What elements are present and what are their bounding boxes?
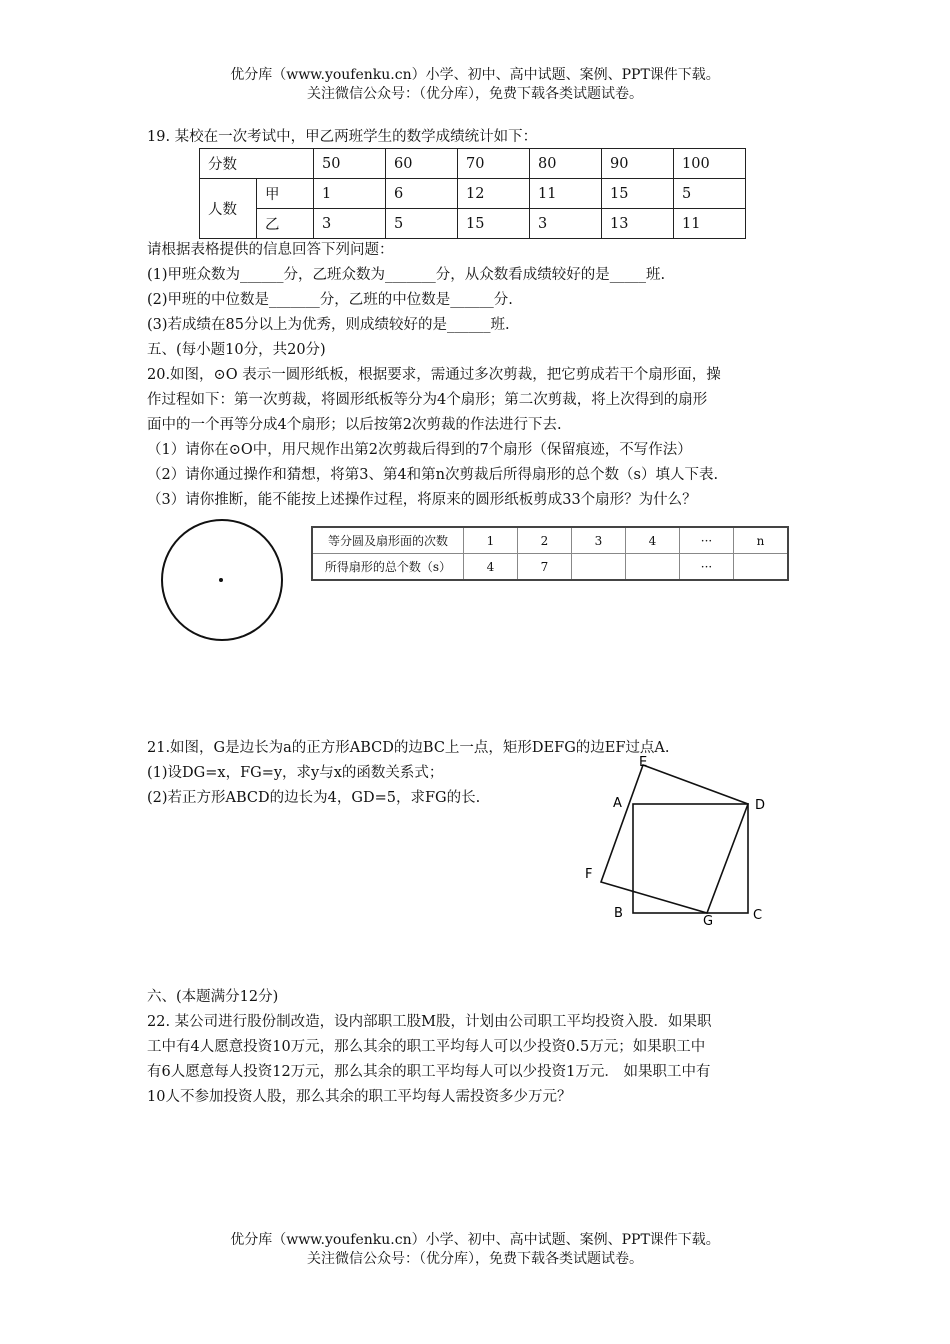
geometry-figure xyxy=(576,752,776,932)
sector-total-cell xyxy=(734,554,789,581)
label-e: E xyxy=(639,755,648,770)
circle-center-point xyxy=(219,578,223,582)
score-cell: 70 xyxy=(458,149,530,179)
class-b-cell: 3 xyxy=(314,209,386,239)
class-a-cell: 6 xyxy=(386,179,458,209)
q21-line-3: (2)若正方形ABCD的边长为4，GD=5，求FG的长. xyxy=(147,790,481,806)
page-footer xyxy=(0,1231,950,1269)
q19-title: 19. 某校在一次考试中，甲乙两班学生的数学成绩统计如下： xyxy=(147,129,538,145)
section-6-title: 六、(本题满分12分) xyxy=(147,989,279,1005)
class-a-cell: 12 xyxy=(458,179,530,209)
count-header: 人数 xyxy=(200,179,257,239)
score-cell: 80 xyxy=(530,149,602,179)
cut-count-cell: ··· xyxy=(680,527,734,554)
table-row xyxy=(200,209,746,239)
q19-part-1: (1)甲班众数为______分，乙班众数为_______分，从众数看成绩较好的是_____班. xyxy=(147,267,666,283)
cut-count-cell: 3 xyxy=(572,527,626,554)
q22-line-4: 10人不参加投资人股，那么其余的职工平均每人需投资多少万元？ xyxy=(147,1089,572,1105)
class-a-label: 甲 xyxy=(257,179,314,209)
table-row xyxy=(200,179,746,209)
class-a-cell: 11 xyxy=(530,179,602,209)
sector-total-cell: 7 xyxy=(518,554,572,581)
q20-line-1: 20.如图，⊙O 表示一圆形纸板，根据要求，需通过多次剪裁，把它剪成若干个扇形面，操 xyxy=(147,367,721,383)
cut-count-cell: 1 xyxy=(464,527,518,554)
q21-line-1: 21.如图，G是边长为a的正方形ABCD的边BC上一点，矩形DEFG的边EF过点A. xyxy=(147,740,670,756)
footer-line-1: 优分库（www.youfenku.cn）小学、初中、高中试题、案例、PPT课件下载。 xyxy=(230,1232,720,1248)
sector-total-cell: ··· xyxy=(680,554,734,581)
label-b: B xyxy=(614,906,623,921)
cut-count-cell: 2 xyxy=(518,527,572,554)
score-header: 分数 xyxy=(200,149,314,179)
class-b-cell: 11 xyxy=(674,209,746,239)
class-b-cell: 15 xyxy=(458,209,530,239)
q20-line-2: 作过程如下：第一次剪裁，将圆形纸板等分为4个扇形；第二次剪裁，将上次得到的扇形 xyxy=(147,392,708,408)
score-cell: 50 xyxy=(314,149,386,179)
header-line-2: 关注微信公众号：（优分库），免费下载各类试题试卷。 xyxy=(307,86,643,102)
q19-part-3: (3)若成绩在85分以上为优秀，则成绩较好的是______班. xyxy=(147,317,510,333)
table-row xyxy=(312,554,788,581)
q19-score-table xyxy=(199,148,746,239)
class-a-cell: 5 xyxy=(674,179,746,209)
q20-line-3: 面中的一个再等分成4个扇形；以后按第2次剪裁的作法进行下去. xyxy=(147,417,562,433)
class-a-cell: 1 xyxy=(314,179,386,209)
rectangle-defg xyxy=(601,765,748,913)
row-label: 所得扇形的总个数（s） xyxy=(312,554,464,581)
q20-line-4: （1）请你在⊙O中，用尺规作出第2次剪裁后得到的7个扇形（保留痕迹，不写作法） xyxy=(147,442,692,458)
score-cell: 90 xyxy=(602,149,674,179)
label-f: F xyxy=(585,867,593,882)
label-c: C xyxy=(753,908,763,923)
score-cell: 60 xyxy=(386,149,458,179)
sector-total-cell xyxy=(626,554,680,581)
page-header xyxy=(0,66,950,104)
q19-part-2: (2)甲班的中位数是_______分，乙班的中位数是______分. xyxy=(147,292,513,308)
q20-line-5: （2）请你通过操作和猜想，将第3、第4和第n次剪裁后所得扇形的总个数（s）填人下表. xyxy=(147,467,719,483)
sector-total-cell: 4 xyxy=(464,554,518,581)
q20-line-6: （3）请你推断，能不能按上述操作过程，将原来的圆形纸板剪成33个扇形？为什么？ xyxy=(147,492,697,508)
label-g: G xyxy=(703,914,714,929)
cut-count-cell: 4 xyxy=(626,527,680,554)
q19-intro: 请根据表格提供的信息回答下列问题： xyxy=(147,242,394,258)
q21-line-2: (1)设DG=x，FG=y，求y与x的函数关系式； xyxy=(147,765,444,781)
class-b-cell: 3 xyxy=(530,209,602,239)
class-a-cell: 15 xyxy=(602,179,674,209)
circle-figure xyxy=(158,516,288,646)
q22-line-3: 有6人愿意每人投资12万元，那么其余的职工平均每人可以少投资1万元． 如果职工中有 xyxy=(147,1064,711,1080)
q22-line-1: 22. 某公司进行股份制改造，设内部职工股M股，计划由公司职工平均投资入股．如果职 xyxy=(147,1014,712,1030)
footer-line-2: 关注微信公众号：（优分库），免费下载各类试题试卷。 xyxy=(307,1251,643,1267)
class-b-label: 乙 xyxy=(257,209,314,239)
label-d: D xyxy=(755,798,766,813)
sector-total-cell xyxy=(572,554,626,581)
section-5-title: 五、(每小题10分，共20分) xyxy=(147,342,326,358)
header-line-1: 优分库（www.youfenku.cn）小学、初中、高中试题、案例、PPT课件下载。 xyxy=(230,67,720,83)
label-a: A xyxy=(613,796,622,811)
row-label: 等分圆及扇形面的次数 xyxy=(312,527,464,554)
table-row xyxy=(200,149,746,179)
cut-count-cell: n xyxy=(734,527,789,554)
class-b-cell: 5 xyxy=(386,209,458,239)
q20-cut-table xyxy=(311,526,789,581)
score-cell: 100 xyxy=(674,149,746,179)
table-row xyxy=(312,527,788,554)
q22-line-2: 工中有4人愿意投资10万元，那么其余的职工平均每人可以少投资0.5万元；如果职工中 xyxy=(147,1039,706,1055)
class-b-cell: 13 xyxy=(602,209,674,239)
